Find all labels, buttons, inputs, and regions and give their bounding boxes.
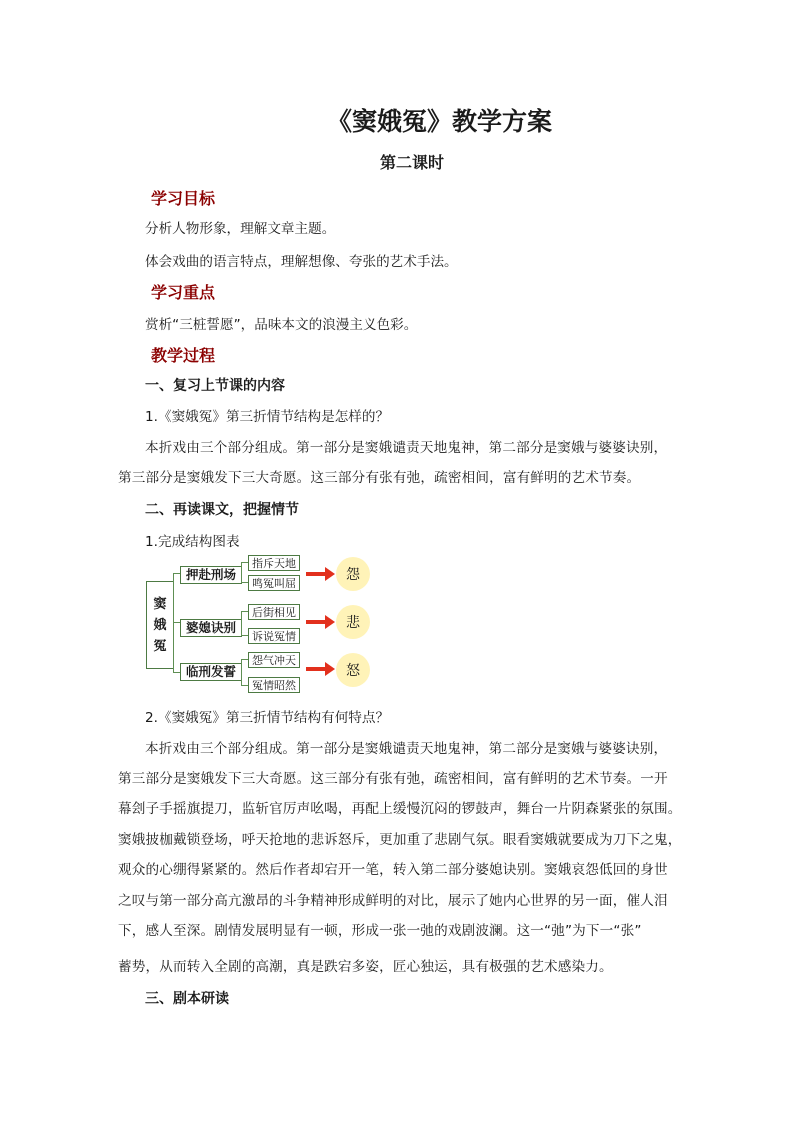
section-2-heading: 二、再读课文，把握情节 <box>145 502 299 518</box>
chart-branch-1: 押赴刑场 <box>180 566 242 584</box>
chart-root-box <box>146 581 174 669</box>
answer-2-line-8: 蓄势，从而转入全剧的高潮，真是跌宕多姿，匠心独运，具有极强的艺术感染力。 <box>118 959 613 975</box>
chart-emotion-1: 怨 <box>336 557 370 591</box>
chart-root-char: 娥 <box>153 617 167 633</box>
focus-text: 赏析“三桩誓愿”，品味本文的浪漫主义色彩。 <box>145 317 418 333</box>
process-heading: 教学过程 <box>151 346 216 365</box>
task-1: 1.完成结构图表 <box>145 534 240 550</box>
chart-leaf-1-2: 鸣冤叫屈 <box>248 575 300 591</box>
question-2: 2.《窦娥冤》第三折情节结构有何特点？ <box>145 710 390 726</box>
answer-2-line-3: 幕刽子手摇旗提刀，监斩官厉声吆喝，再配上缓慢沉闷的锣鼓声，舞台一片阴森紧张的氛围。 <box>118 801 682 817</box>
page-subtitle: 第二课时 <box>380 153 445 172</box>
chart-emotion-2: 悲 <box>336 605 370 639</box>
question-1: 1.《窦娥冤》第三折情节结构是怎样的？ <box>145 409 390 425</box>
chart-leaf-1-1: 指斥天地 <box>248 555 300 571</box>
goal-item-2: 体会戏曲的语言特点，理解想像、夸张的艺术手法。 <box>145 254 458 270</box>
chart-arrow-3 <box>306 667 326 671</box>
section-3-heading: 三、剧本研读 <box>145 991 229 1007</box>
structure-chart <box>146 553 376 695</box>
answer-1-line-1: 本折戏由三个部分组成。第一部分是窦娥谴责天地鬼神，第二部分是窦娥与婆婆诀别， <box>145 440 668 456</box>
chart-leaf-2-2: 诉说冤情 <box>248 628 300 644</box>
answer-2-line-6: 之叹与第一部分高亢激昂的斗争精神形成鲜明的对比，展示了她内心世界的另一面，催人泪 <box>118 893 668 909</box>
answer-1-line-2: 第三部分是窦娥发下三大奇愿。这三部分有张有弛，疏密相间，富有鲜明的艺术节奏。 <box>118 470 641 486</box>
chart-leaf-3-1: 怨气冲天 <box>248 652 300 668</box>
focus-heading: 学习重点 <box>151 283 216 302</box>
chart-arrow-1 <box>306 572 326 576</box>
chart-branch-3: 临刑发誓 <box>180 663 242 681</box>
answer-2-line-5: 观众的心绷得紧紧的。然后作者却宕开一笔，转入第二部分婆媳诀别。窦娥哀怨低回的身世 <box>118 862 668 878</box>
answer-2-line-7: 下，感人至深。剧情发展明显有一顿，形成一张一弛的戏剧波澜。这一“弛”为下一“张” <box>118 923 642 939</box>
answer-2-line-1: 本折戏由三个部分组成。第一部分是窦娥谴责天地鬼神，第二部分是窦娥与婆婆诀别， <box>145 741 668 757</box>
chart-leaf-2-1: 后街相见 <box>248 604 300 620</box>
goals-heading: 学习目标 <box>151 189 216 208</box>
chart-arrow-2 <box>306 620 326 624</box>
section-1-heading: 一、复习上节课的内容 <box>145 378 285 394</box>
answer-2-line-4: 窦娥披枷戴锁登场，呼天抢地的悲诉怒斥，更加重了悲剧气氛。眼看窦娥就要成为刀下之鬼， <box>118 832 682 848</box>
goal-item-1: 分析人物形象，理解文章主题。 <box>145 221 336 237</box>
chart-root-char: 冤 <box>153 638 167 654</box>
page-title: 《窦娥冤》教学方案 <box>327 107 553 136</box>
chart-root-char: 窦 <box>153 596 167 612</box>
chart-branch-2: 婆媳诀别 <box>180 619 242 637</box>
chart-leaf-3-2: 冤情昭然 <box>248 677 300 693</box>
answer-2-line-2: 第三部分是窦娥发下三大奇愿。这三部分有张有弛，疏密相间，富有鲜明的艺术节奏。一开 <box>118 771 668 787</box>
chart-emotion-3: 怒 <box>336 653 370 687</box>
